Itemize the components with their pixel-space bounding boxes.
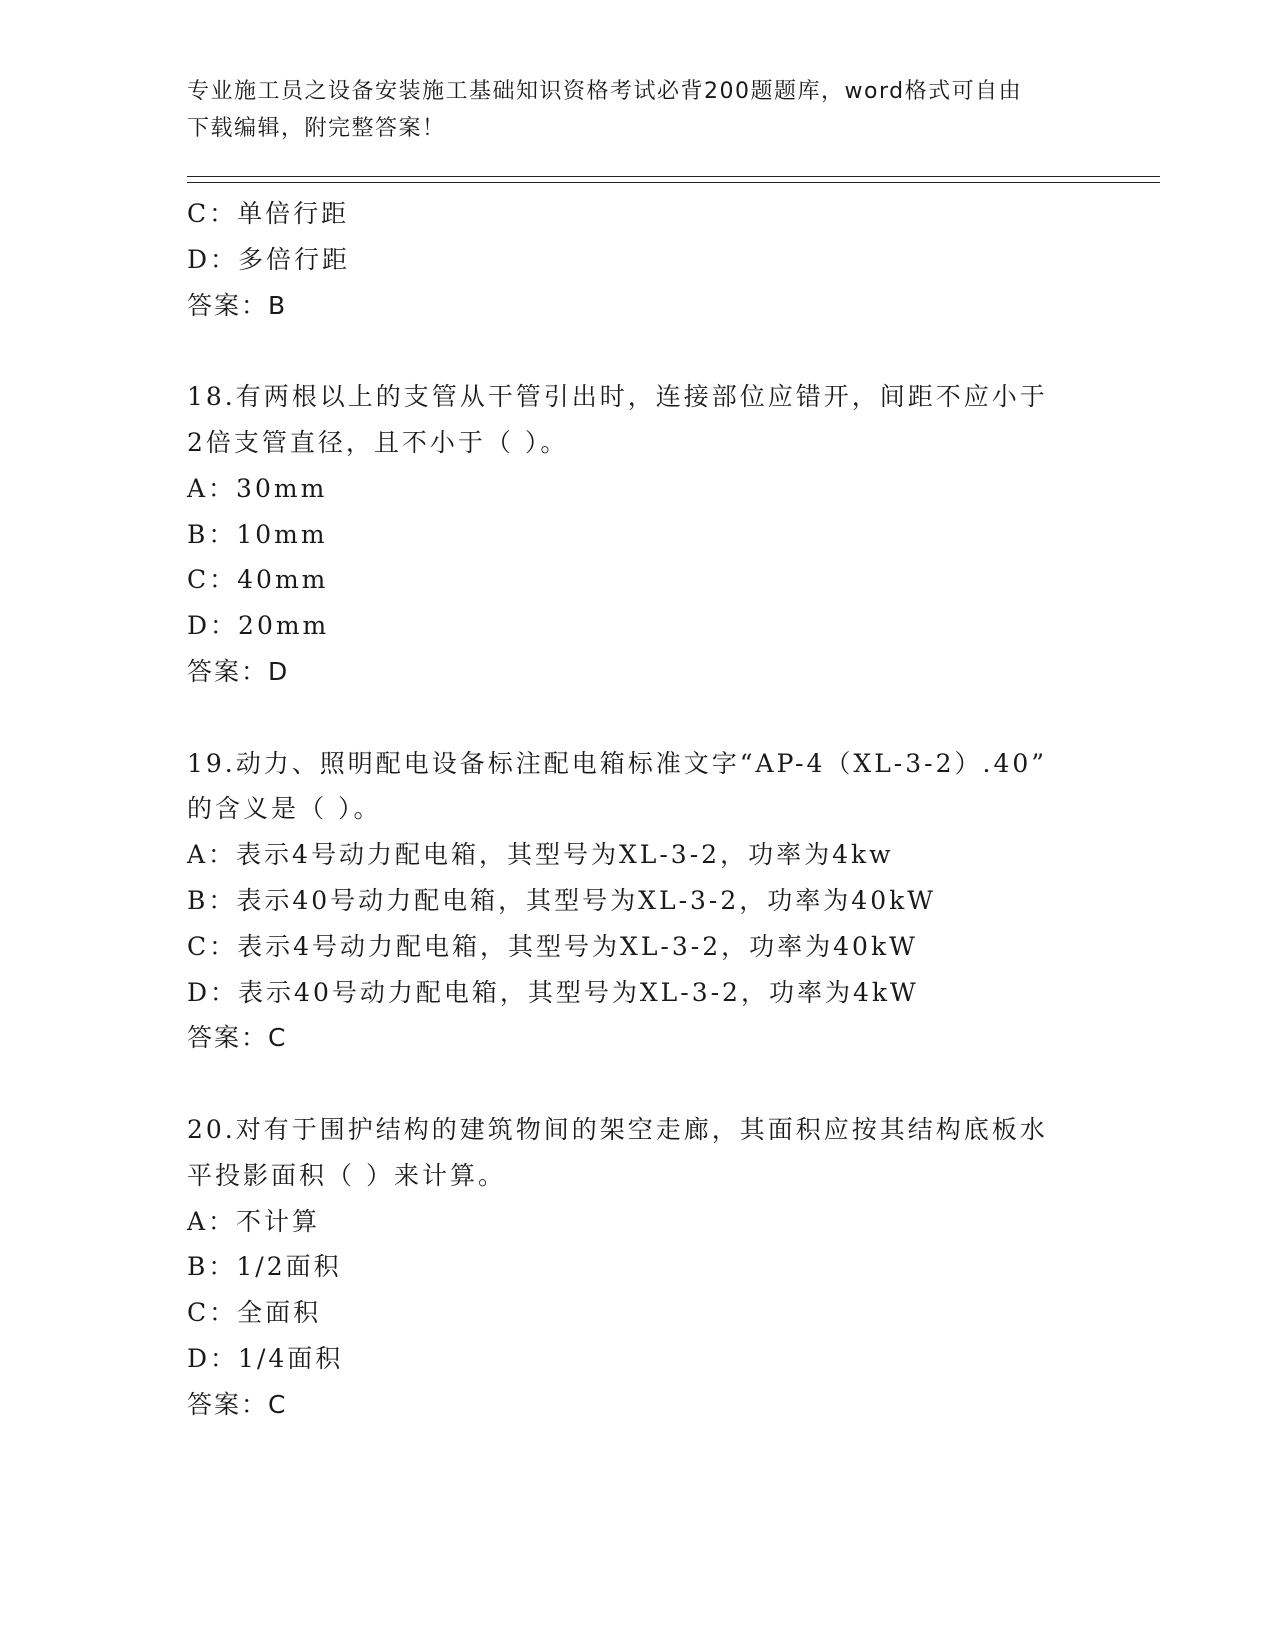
option-a: A：表示4号动力配电箱，其型号为XL-3-2，功率为4kw [187, 840, 894, 870]
spacer [187, 1061, 1087, 1107]
option-b: B：10mm [187, 519, 328, 549]
question-stem-line: 的含义是（ ）。 [187, 794, 382, 824]
spacer [187, 328, 1087, 374]
prev-question [187, 191, 1087, 328]
answer: 答案：C [187, 1023, 288, 1053]
question-content [187, 191, 1087, 1428]
header-divider-top [187, 176, 1160, 177]
question-stem-line: 19.动力、照明配电设备标注配电箱标准文字“AP-4（XL-3-2）.40” [187, 748, 1048, 778]
answer: 答案：D [187, 656, 290, 686]
option-b: B：表示40号动力配电箱，其型号为XL-3-2，功率为40kW [187, 885, 936, 915]
option-c: C：单倍行距 [187, 199, 350, 228]
option-b: B：1/2面积 [187, 1252, 342, 1282]
option-a: A：不计算 [187, 1206, 321, 1236]
option-d: D：1/4面积 [187, 1343, 344, 1373]
document-header [187, 73, 1087, 147]
question-stem-line: 20.对有于围护结构的建筑物间的架空走廊，其面积应按其结构底板水 [187, 1114, 1048, 1144]
question-18 [187, 374, 1087, 695]
question-stem-line: 平投影面积（ ）来计算。 [187, 1160, 506, 1190]
option-d: D：表示40号动力配电箱，其型号为XL-3-2，功率为4kW [187, 977, 919, 1007]
header-line-2: 下载编辑，附完整答案！ [187, 116, 446, 141]
answer: 答案：C [187, 1389, 288, 1419]
question-stem-line: 2倍支管直径，且不小于（ ）。 [187, 427, 569, 457]
option-c: C：表示4号动力配电箱，其型号为XL-3-2，功率为40kW [187, 931, 918, 961]
header-line-1: 专业施工员之设备安装施工基础知识资格考试必背200题题库，word格式可自由 [187, 79, 1023, 104]
option-d: D：20mm [187, 611, 330, 641]
question-stem-line: 18.有两根以上的支管从干管引出时，连接部位应错开，间距不应小于 [187, 382, 1048, 412]
question-19 [187, 741, 1087, 1062]
option-c: C：全面积 [187, 1298, 322, 1328]
option-c: C：40mm [187, 565, 329, 595]
answer: 答案：B [187, 290, 288, 320]
question-20 [187, 1107, 1087, 1428]
spacer [187, 695, 1087, 741]
option-a: A：30mm [187, 473, 328, 503]
header-divider-bottom [187, 182, 1160, 183]
option-d: D：多倍行距 [187, 244, 351, 274]
